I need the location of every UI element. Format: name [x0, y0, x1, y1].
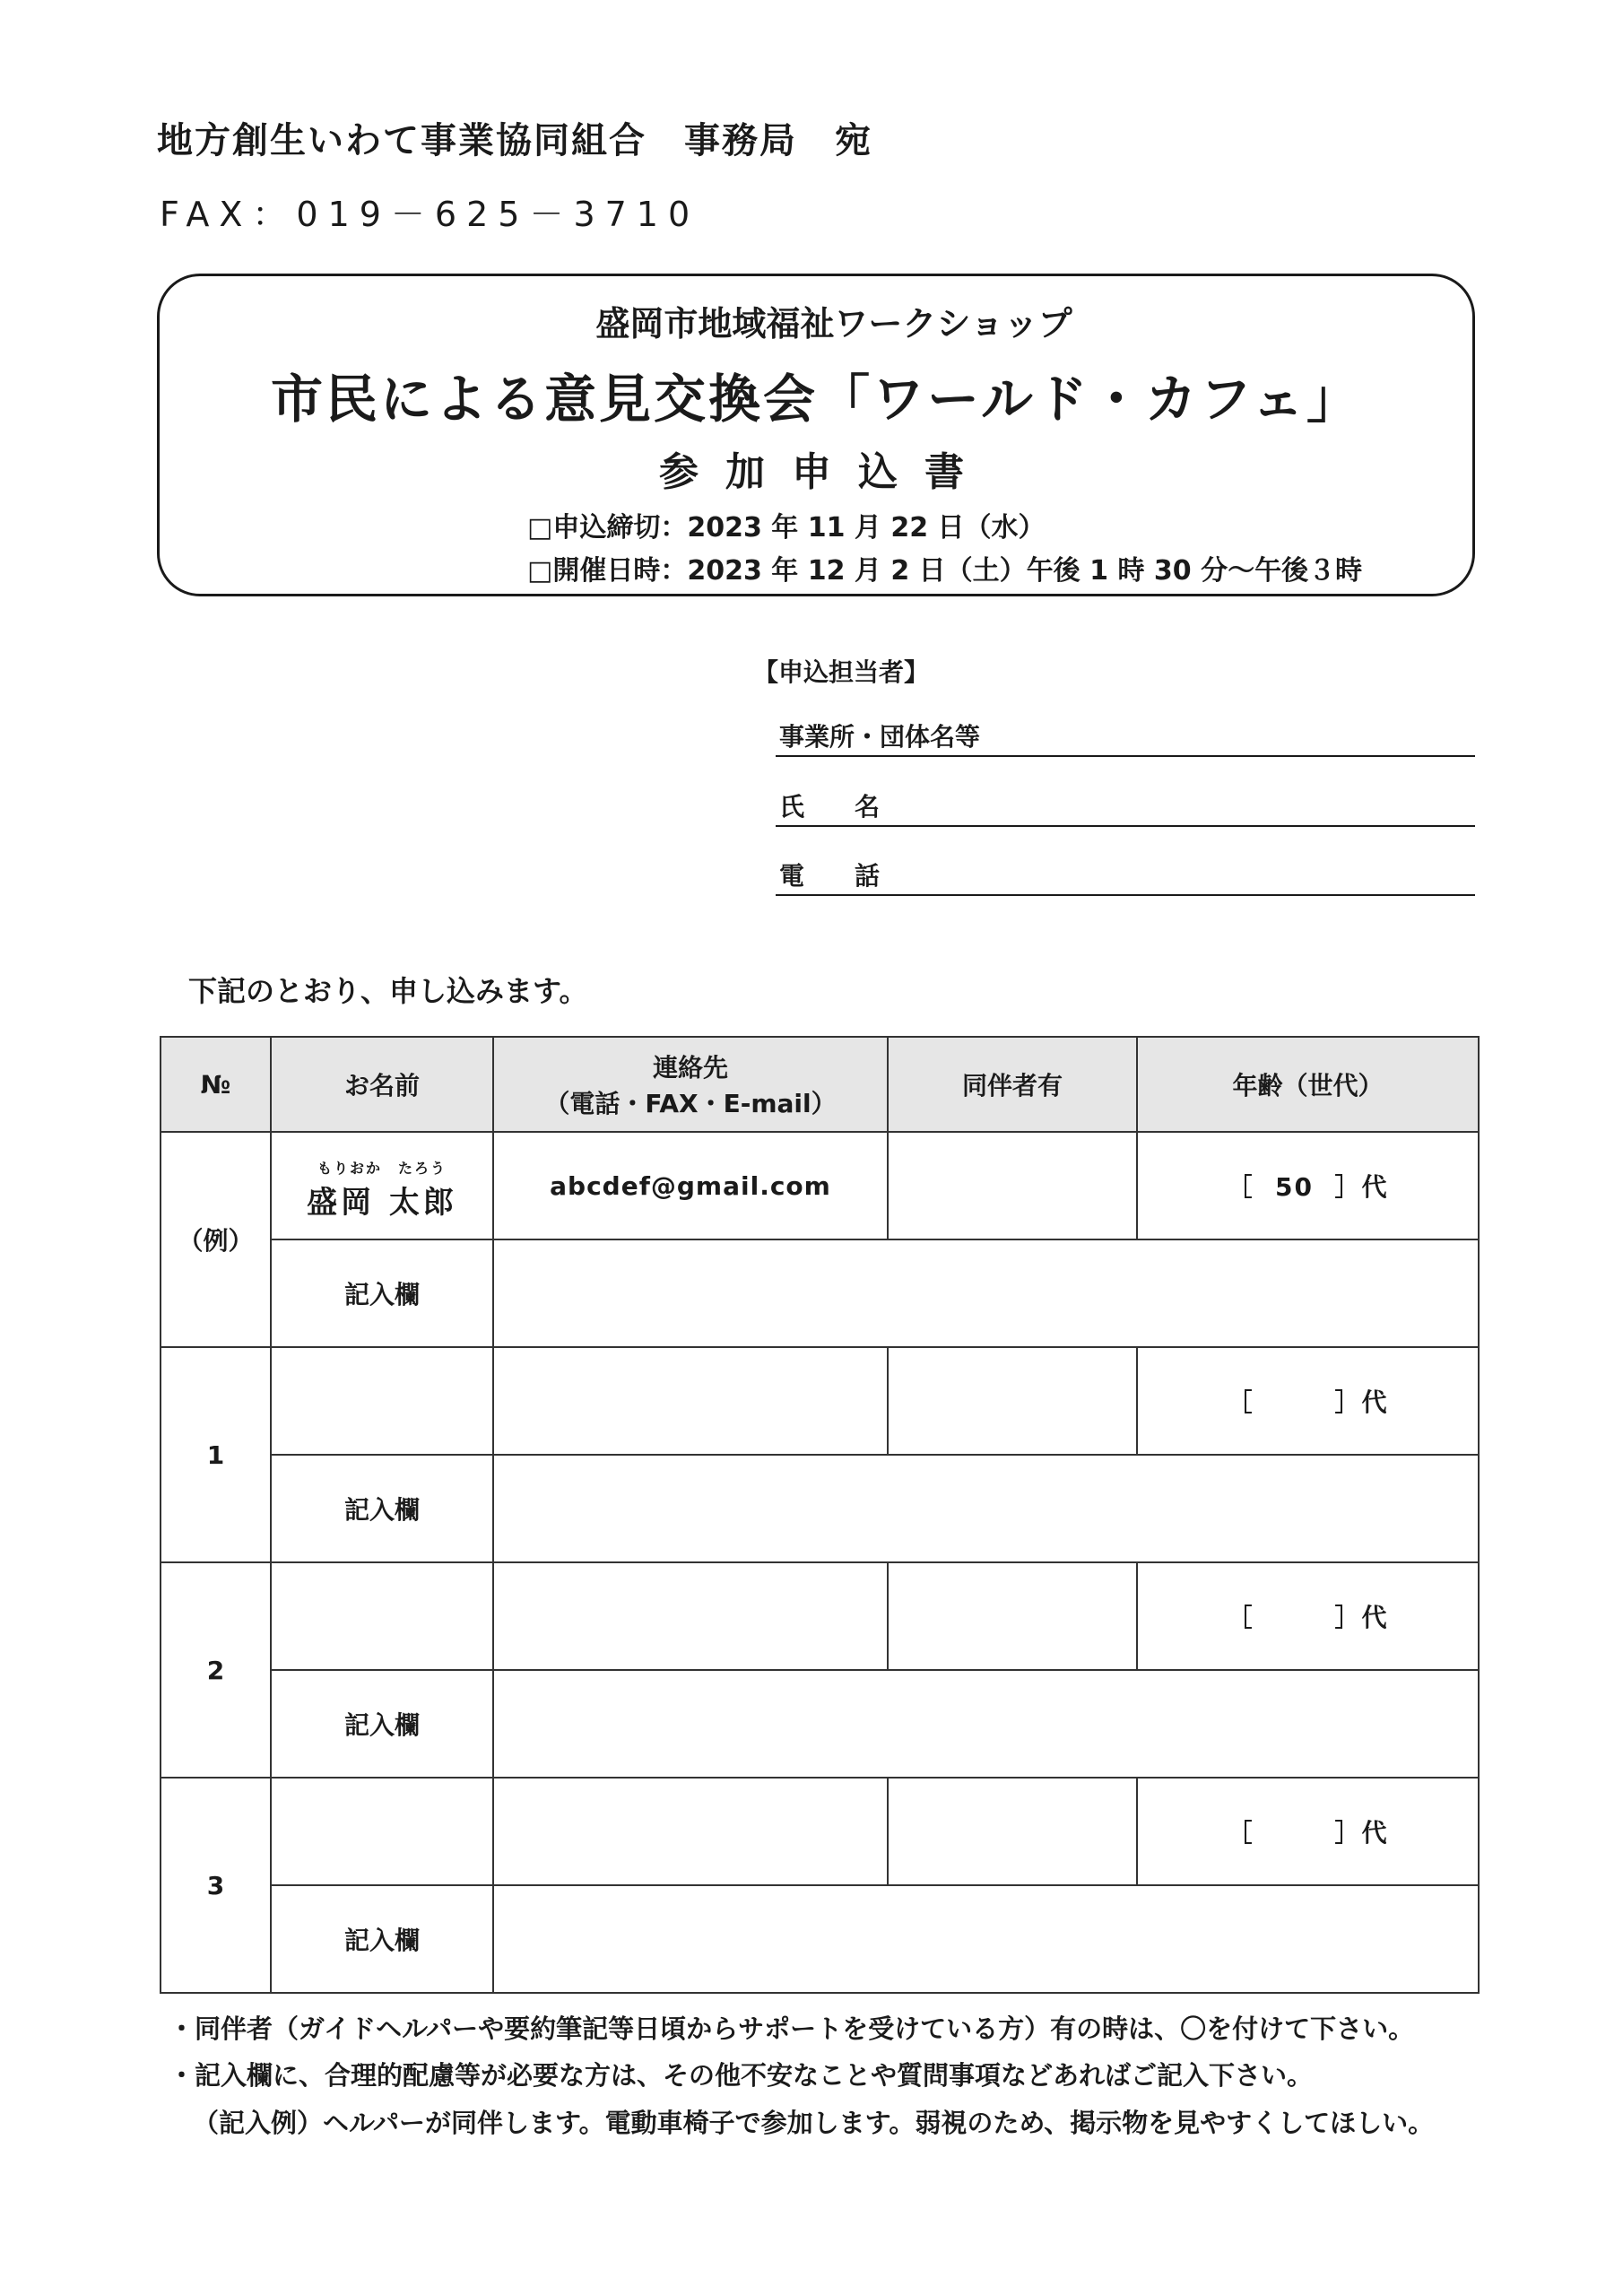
companion-cell[interactable]: [888, 1562, 1137, 1670]
applicant-phone-label: 電 話: [779, 861, 881, 891]
memo-cell[interactable]: [493, 1455, 1479, 1562]
table-row: [161, 1778, 1479, 1885]
form-name: 参加申込書: [659, 449, 991, 495]
name-value: 盛岡 太郎: [307, 1185, 457, 1221]
addressee: 地方創生いわて事業協同組合 事務局 宛: [157, 120, 872, 161]
companion-cell[interactable]: [888, 1347, 1137, 1455]
applicant-name-label: 氏 名: [779, 792, 881, 822]
memo-label: 記入欄: [271, 1885, 493, 1993]
application-table: [160, 1036, 1480, 1994]
age-cell: [1137, 1132, 1479, 1239]
header-age: 年齢（世代）: [1137, 1037, 1479, 1132]
contact-cell[interactable]: [493, 1562, 888, 1670]
age-cell[interactable]: [1137, 1778, 1479, 1885]
memo-label: 記入欄: [271, 1239, 493, 1347]
age-bracket-close: ］代: [1334, 1603, 1389, 1632]
event-date: □開催日時：2023 年 12 月 2 日（土）午後 1 時 30 分～午後３時: [527, 555, 1363, 587]
title-box: [157, 274, 1475, 596]
age-cell[interactable]: [1137, 1562, 1479, 1670]
note-example: （記入例）ヘルパーが同伴します。電動車椅子で参加します。弱視のため、掲示物を見やすくしてほしい。: [193, 2108, 1435, 2138]
name-cell[interactable]: [271, 1347, 493, 1455]
table-row: [161, 1347, 1479, 1455]
age-value: 50: [1275, 1172, 1314, 1202]
name-cell[interactable]: [271, 1562, 493, 1670]
contact-cell: abcdef@gmail.com: [493, 1132, 888, 1239]
applicant-heading: 【申込担当者】: [753, 657, 930, 687]
header-contact: [493, 1037, 888, 1132]
age-bracket-close: ］代: [1334, 1818, 1389, 1848]
organization-label: 事業所・団体名等: [779, 722, 981, 752]
header-contact-line1: 連絡先: [652, 1053, 728, 1083]
event-title: 市民による意見交換会「ワールド・カフェ」: [271, 369, 1361, 430]
memo-cell: [493, 1239, 1479, 1347]
intro-text: 下記のとおり、申し込みます。: [188, 974, 588, 1008]
memo-row: [161, 1885, 1479, 1993]
row-number: 2: [161, 1562, 271, 1778]
age-bracket-open: ［: [1227, 1387, 1254, 1417]
name-cell: [271, 1132, 493, 1239]
companion-cell: [888, 1132, 1137, 1239]
name-ruby: もりおか たろう: [317, 1160, 447, 1177]
memo-cell[interactable]: [493, 1670, 1479, 1778]
header-no: №: [161, 1037, 271, 1132]
age-bracket-open: ［: [1227, 1818, 1254, 1848]
age-cell[interactable]: [1137, 1347, 1479, 1455]
note-memo: ・記入欄に、合理的配慮等が必要な方は、その他不安なことや質問事項などあればご記入下さい。: [169, 2060, 1314, 2091]
age-bracket-open: ［: [1227, 1603, 1254, 1632]
companion-cell[interactable]: [888, 1778, 1137, 1885]
age-bracket-close: ］代: [1334, 1387, 1389, 1417]
memo-label: 記入欄: [271, 1670, 493, 1778]
header-name: お名前: [271, 1037, 493, 1132]
row-number: 1: [161, 1347, 271, 1562]
age-bracket-close: ］代: [1334, 1172, 1389, 1202]
header-companion: 同伴者有: [888, 1037, 1137, 1132]
age-bracket-open: ［: [1227, 1172, 1254, 1202]
memo-cell[interactable]: [493, 1885, 1479, 1993]
table-row: [161, 1132, 1479, 1239]
applicant-name-field[interactable]: [776, 787, 1475, 827]
memo-row: [161, 1670, 1479, 1778]
note-companion: ・同伴者（ガイドヘルパーや要約筆記等日頃からサポートを受けている方）有の時は、〇を付けて下さい。: [169, 2013, 1415, 2044]
header-contact-line2: （電話・FAX・E-mail）: [544, 1089, 837, 1118]
deadline: □申込締切：2023 年 11 月 22 日（水）: [527, 512, 1046, 544]
row-number: （例）: [161, 1132, 271, 1347]
row-number: 3: [161, 1778, 271, 1993]
applicant-phone-field[interactable]: [776, 857, 1475, 896]
organization-field[interactable]: [776, 718, 1475, 757]
event-subtitle: 盛岡市地域福祉ワークショップ: [595, 304, 1072, 344]
contact-cell[interactable]: [493, 1778, 888, 1885]
name-cell[interactable]: [271, 1778, 493, 1885]
fax-number: FAX：019－625－3710: [160, 195, 700, 234]
memo-row: [161, 1239, 1479, 1347]
memo-label: 記入欄: [271, 1455, 493, 1562]
memo-row: [161, 1455, 1479, 1562]
contact-cell[interactable]: [493, 1347, 888, 1455]
table-header-row: [161, 1037, 1479, 1132]
table-row: [161, 1562, 1479, 1670]
